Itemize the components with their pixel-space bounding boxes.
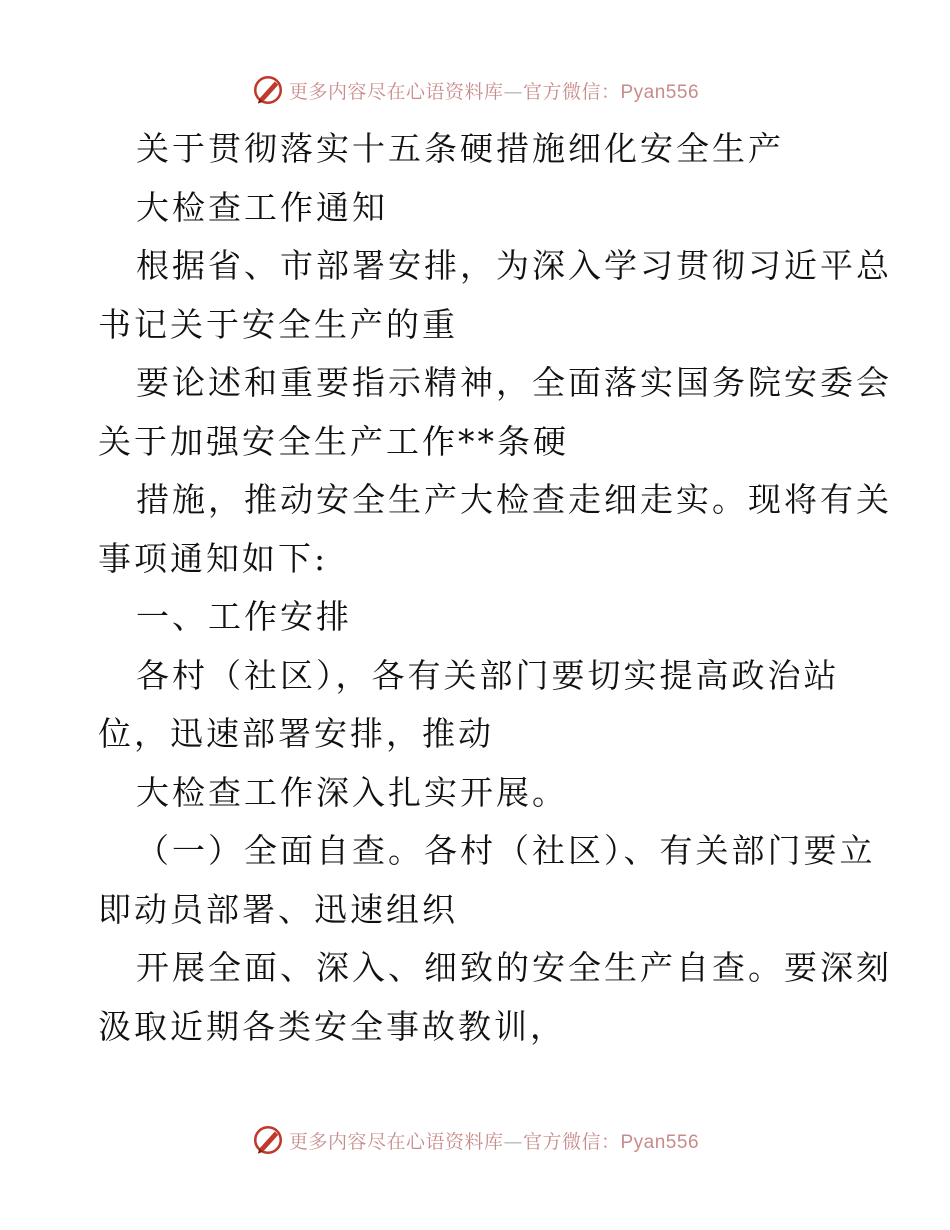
paragraph-line: 开展全面、深入、细致的安全生产自查。要深刻 (136, 948, 892, 987)
paragraph-line: 要论述和重要指示精神，全面落实国务院安委会 (136, 363, 892, 402)
paragraph-line: 各村（社区），各有关部门要切实提高政治站 (136, 655, 840, 695)
section-heading: 一、工作安排 (136, 597, 352, 636)
pen-logo-icon (251, 73, 285, 107)
pen-logo-icon (251, 1123, 285, 1157)
paragraph-line: 即动员部署、迅速组织 (98, 889, 458, 929)
paragraph-line: 书记关于安全生产的重 (98, 304, 458, 344)
paragraph-line: （一）全面自查。各村（社区）、有关部门要立 (136, 831, 876, 870)
paragraph-line: 事项通知如下: (98, 538, 329, 578)
header-watermark (0, 70, 950, 110)
paragraph-line: 措施，推动安全生产大检查走细走实。现将有关 (136, 480, 892, 519)
paragraph-line: 关于贯彻落实十五条硬措施细化安全生产 (136, 129, 784, 168)
paragraph-line: 汲取近期各类安全事故教训， (98, 1006, 566, 1046)
document-body (98, 120, 892, 1056)
paragraph-line: 关于加强安全生产工作**条硬 (98, 421, 569, 461)
watermark-text: 更多内容尽在心语资料库—官方微信：Pyan556 (288, 1130, 700, 1153)
paragraph-line: 位，迅速部署安排，推动 (98, 714, 494, 753)
paragraph-line: 根据省、市部署安排，为深入学习贯彻习近平总 (136, 246, 892, 285)
paragraph-line: 大检查工作通知 (136, 187, 388, 227)
footer-watermark (0, 1120, 950, 1160)
watermark-text: 更多内容尽在心语资料库—官方微信：Pyan556 (288, 80, 700, 103)
paragraph-line: 大检查工作深入扎实开展。 (136, 772, 568, 812)
